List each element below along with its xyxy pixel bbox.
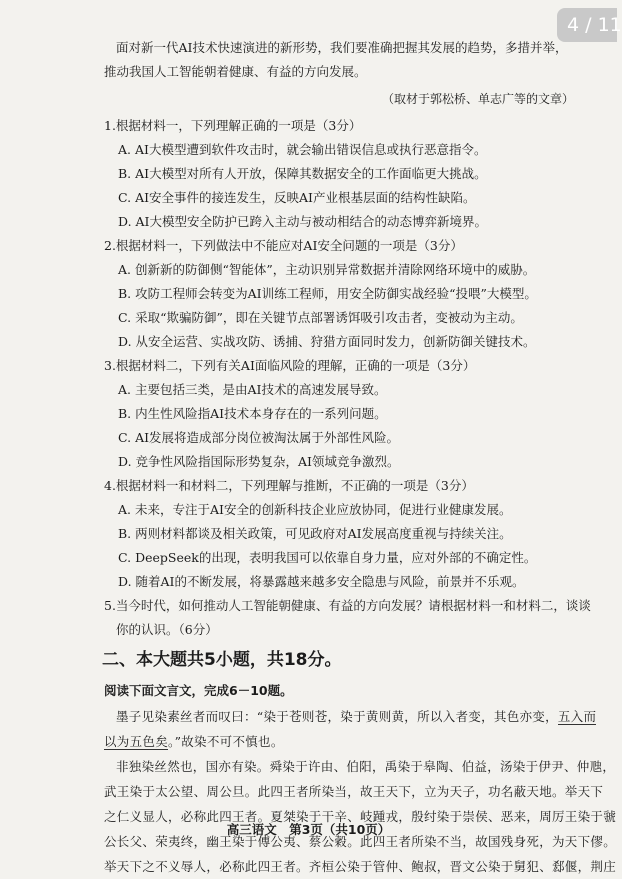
- passage-line: [104, 729, 574, 754]
- passage-line: [104, 704, 597, 729]
- page-footer: 高三语文 第3页（共10页）: [226, 822, 391, 837]
- page-counter: 4 / 11: [557, 8, 617, 42]
- option-b: B. 内生性风险指AI技术本身存在的一系列问题。: [118, 406, 387, 421]
- option-c: C. AI安全事件的接连发生，反映AI产业根基层面的结构性缺陷。: [118, 190, 476, 205]
- question-4: [104, 474, 574, 594]
- option-c: C. DeepSeek的出现，表明我国可以依靠自身力量，应对外部的不确定性。: [118, 550, 537, 565]
- option-d: D. AI大模型安全防护已跨入主动与被动相结合的动态博弈新境界。: [118, 214, 487, 229]
- question-stem-continuation: 你的认识。（6分）: [116, 622, 218, 637]
- option-b: B. 两则材料都谈及相关政策，可见政府对AI发展高度重视与持续关注。: [118, 526, 512, 541]
- question-2: [104, 234, 574, 354]
- question-stem: 4.根据材料一和材料二，下列理解与推断，不正确的一项是（3分）: [104, 478, 474, 493]
- intro-paragraph-line-1: 面对新一代AI技术快速演进的新形势，我们要准确把握其发展的趋势，多措并举，: [116, 40, 568, 55]
- underlined-sentence: 五入而: [557, 709, 597, 724]
- passage-line: 之仁义显人，必称此四王者。夏桀染于干辛、岐踵戎，殷纣染于崇侯、恶来，周厉王染于虢: [104, 809, 617, 824]
- option-b: B. AI大模型对所有人开放，保障其数据安全的工作面临更大挑战。: [118, 166, 487, 181]
- passage-text: 墨子见染素丝者而叹曰：“染于苍则苍，染于黄则黄，所以入者变，其色亦变，: [116, 709, 558, 724]
- option-c: C. 采取“欺骗防御”，即在关键节点部署诱饵吸引攻击者，变被动为主动。: [118, 310, 523, 325]
- section-heading: 二、本大题共5小题，共18分。: [102, 650, 342, 670]
- question-stem: 1.根据材料一，下列理解正确的一项是（3分）: [104, 118, 362, 133]
- option-c: C. AI发展将造成部分岗位被淘汰属于外部性风险。: [118, 430, 400, 445]
- option-a: A. 未来，专注于AI安全的创新科技企业应放协同，促进行业健康发展。: [118, 502, 512, 517]
- passage-line: 武王染于太公望、周公旦。此四王者所染当，故王天下，立为天子，功名蔽天地。举天下: [104, 784, 604, 799]
- source-citation: （取材于郭松桥、单志广等的文章）: [381, 92, 574, 106]
- option-a: A. AI大模型遭到软件攻击时，就会输出错误信息或执行恶意指令。: [118, 142, 487, 157]
- exam-page-content: [102, 36, 617, 879]
- classical-chinese-passage: [104, 704, 617, 879]
- question-5: [104, 594, 591, 642]
- passage-text: 。”故染不可不慎也。: [168, 734, 284, 749]
- question-3: [104, 354, 574, 474]
- passage-line: 举天下之不义辱人，必称此四王者。齐桓公染于管仲、鲍叔，晋文公染于舅犯、郄偃，荆庄: [104, 859, 617, 874]
- question-stem: 3.根据材料二，下列有关AI面临风险的理解，正确的一项是（3分）: [104, 358, 476, 373]
- passage-instructions: 阅读下面文言文，完成6－10题。: [104, 683, 293, 698]
- passage-line: 非独染丝然也，国亦有染。舜染于许由、伯阳，禹染于皋陶、伯益，汤染于伊尹、仲虺，: [116, 759, 616, 774]
- passage-line: 公长父、荣夷终，幽王染于傅公夷、蔡公穀。此四王者所染不当，故国残身死，为天下僇。: [104, 834, 617, 849]
- option-a: A. 主要包括三类，是由AI技术的高速发展导致。: [118, 382, 387, 397]
- option-b: B. 攻防工程师会转变为AI训练工程师，用安全防御实战经验“投喂”大模型。: [118, 286, 537, 301]
- option-d: D. 竞争性风险指国际形势复杂，AI领域竞争激烈。: [118, 454, 400, 469]
- intro-paragraph-line-2: 推动我国人工智能朝着健康、有益的方向发展。: [104, 64, 367, 79]
- option-d: D. 随着AI的不断发展，将暴露越来越多安全隐患与风险，前景并不乐观。: [118, 574, 525, 589]
- question-1: [104, 114, 574, 234]
- option-d: D. 从安全运营、实战攻防、诱捕、狩猎方面同时发力，创新防御关键技术。: [118, 334, 536, 349]
- underlined-sentence: 以为五色矣: [104, 734, 169, 749]
- question-stem: 2.根据材料一，下列做法中不能应对AI安全问题的一项是（3分）: [104, 238, 463, 253]
- option-a: A. 创新新的防御侧“智能体”，主动识别异常数据并清除网络环境中的威胁。: [118, 262, 536, 277]
- question-stem: 5.当今时代，如何推动人工智能朝健康、有益的方向发展？请根据材料一和材料二，谈谈: [104, 598, 591, 613]
